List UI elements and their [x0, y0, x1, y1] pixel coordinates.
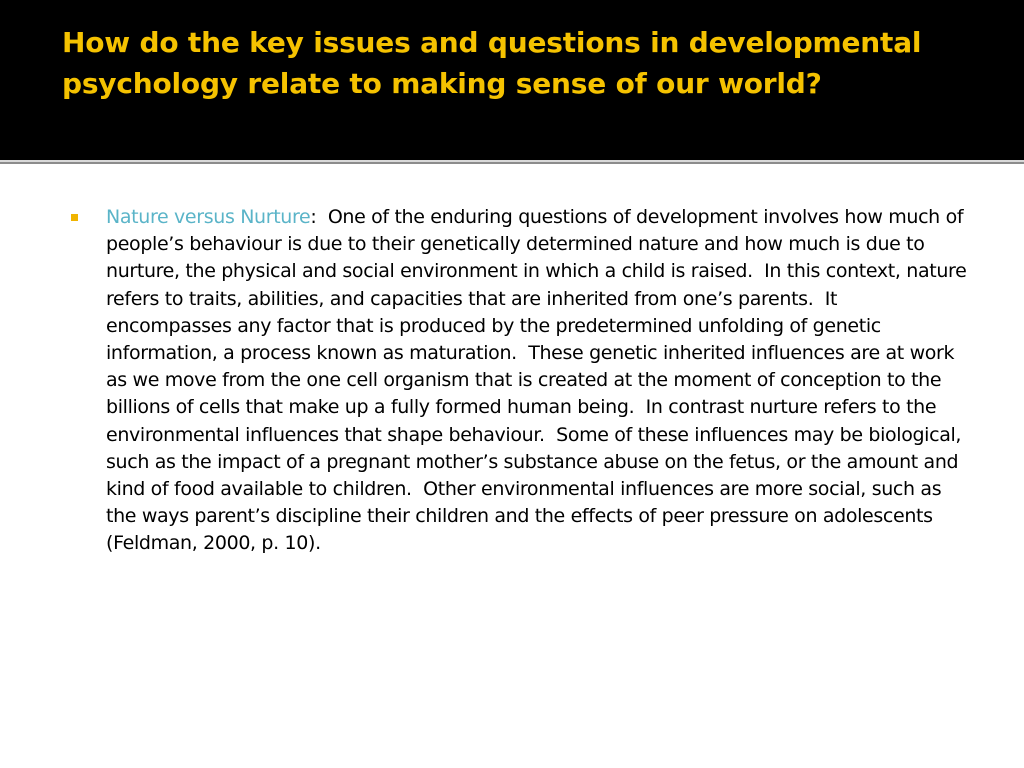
bullet-body-text: One of the enduring questions of development involves how much of people’s behaviour is due to their genetically determined nature and how much is due to nurture, the physical and social environment in which a child is raised. In this context, nature refers to traits, abilities, and capacities that are inherited from one’s parents. It encompasses any factor that is produced by the predetermined unfolding of genetic information, a process known as maturation. These genetic inherited influences are at work as we move from the one cell organism that is created at the moment of conception to the billions of cells that make up a fully formed human being. In contrast nurture refers to the environmental influences that shape behaviour. Some of these influences may be biological, such as the impact of a pregnant mother’s substance abuse on the fetus, or the amount and kind of food available to children. Other environmental influences are more social, such as the ways parent’s discipline their children and the effects of peer pressure on adolescents (Feldman, 2000, p. 10).	[106, 206, 973, 555]
bullet-term-separator: :	[310, 206, 317, 228]
slide-title: How do the key issues and questions in developmental psychology relate to making sense of our world?	[62, 26, 922, 100]
bullet-term: Nature versus Nurture	[106, 206, 311, 228]
bullet-list	[68, 204, 973, 558]
bullet-item	[68, 204, 973, 558]
title-divider-dark	[0, 162, 1024, 164]
title-band	[0, 0, 1024, 160]
square-bullet-icon	[71, 214, 78, 221]
